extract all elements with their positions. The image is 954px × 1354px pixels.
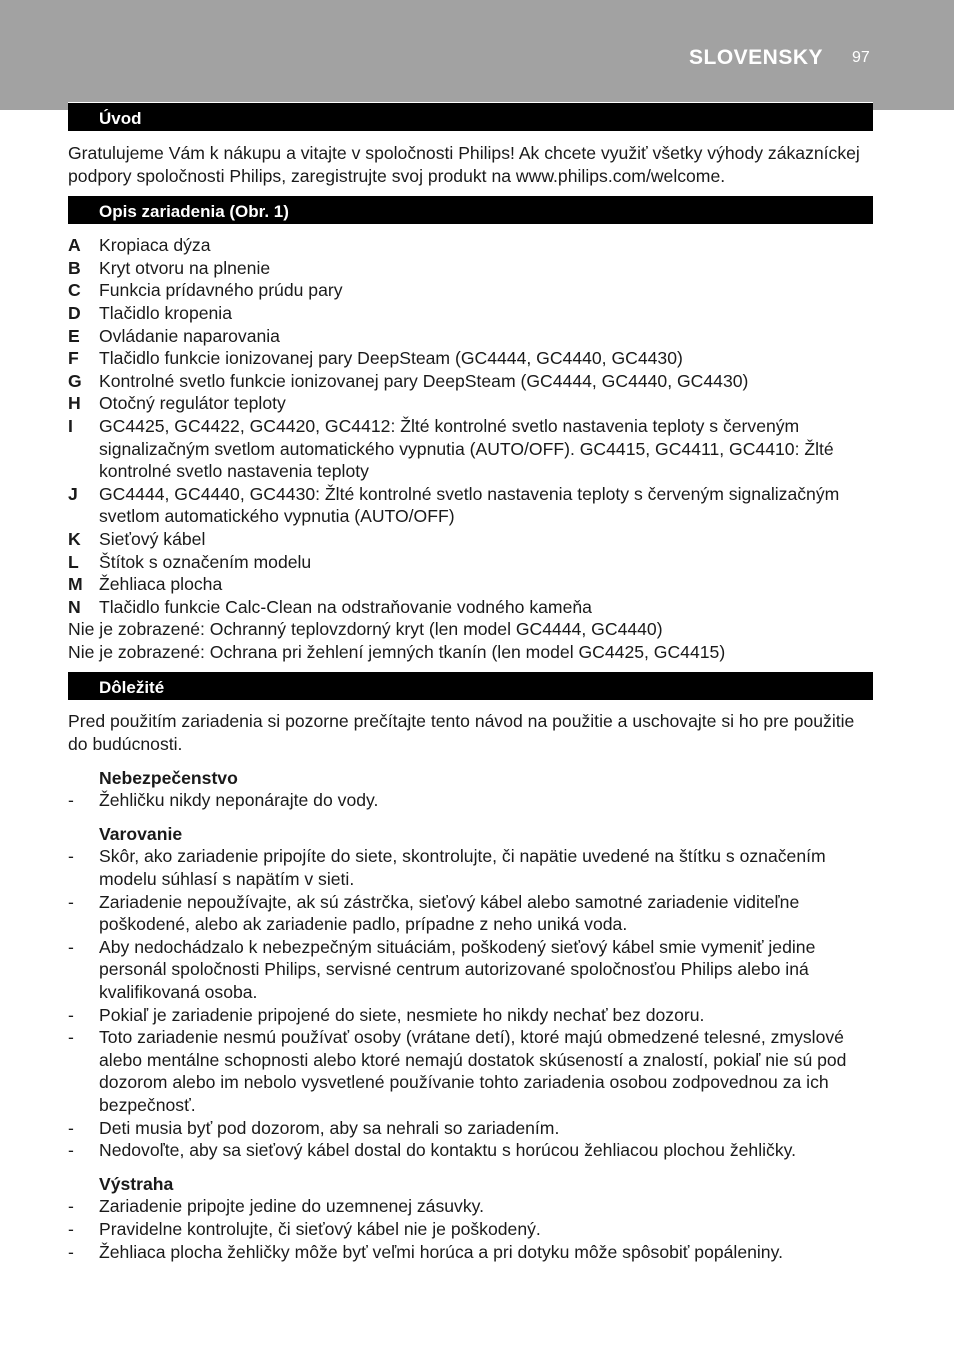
dash-mark: -: [68, 1004, 74, 1025]
part-letter: B: [68, 257, 81, 278]
part-text: Tlačidlo funkcie Calc-Clean na odstraňovanie vodného kameňa: [99, 596, 592, 617]
caution-text: Pravidelne kontrolujte, či sieťový kábel nie je poškodený.: [99, 1218, 541, 1239]
danger-heading: Nebezpečenstvo: [99, 767, 238, 788]
list-item: [68, 1241, 873, 1264]
part-letter: K: [68, 528, 81, 549]
warning-text: Nedovoľte, aby sa sieťový kábel dostal do kontaktu s horúcou žehliacou plochou žehličky.: [99, 1140, 796, 1161]
list-item: [68, 483, 873, 528]
dash-mark: -: [68, 1117, 74, 1138]
list-item: [68, 596, 873, 619]
part-letter: I: [68, 415, 73, 436]
warning-text: Aby nedochádzalo k nebezpečným situáciám, poškodený sieťový kábel smie vymeniť jedine personál spoločnosti Philips, servisné centrum autorizované spoločnosťou Philips alebo iná kvalifikovaná osoba.: [99, 936, 816, 1002]
dash-mark: -: [68, 891, 74, 912]
part-text: GC4425, GC4422, GC4420, GC4412: Žlté kontrolné svetlo nastavenia teploty s červeným signalizačným svetlom automatického vypnutia (AUTO/OFF). GC4415, GC4411, GC4410: Žlté kontrolné svetlo nastavenia teploty: [99, 415, 834, 482]
dash-mark: -: [68, 1218, 74, 1239]
parts-list: [68, 234, 873, 618]
not-shown-note-2: Nie je zobrazené: Ochrana pri žehlení jemných tkanín (len model GC4425, GC4415): [68, 641, 726, 662]
list-item: [68, 551, 873, 574]
list-item: [68, 415, 873, 483]
header-band: [0, 0, 954, 110]
part-letter: N: [68, 596, 81, 617]
part-letter: A: [68, 235, 81, 256]
part-letter: L: [68, 551, 79, 572]
list-item: [68, 325, 873, 348]
part-text: Kryt otvoru na plnenie: [99, 257, 271, 278]
part-text: Tlačidlo funkcie ionizovanej pary DeepSteam (GC4444, GC4440, GC4430): [99, 348, 683, 369]
list-item: [68, 234, 873, 257]
dash-mark: -: [68, 1196, 74, 1217]
part-text: Ovládanie naparovania: [99, 325, 280, 346]
dash-mark: -: [68, 1241, 74, 1262]
part-letter: J: [68, 483, 78, 504]
list-item: [68, 1004, 873, 1027]
part-letter: H: [68, 393, 81, 414]
dash-mark: -: [68, 1140, 74, 1161]
part-letter: G: [68, 370, 82, 391]
list-item: [68, 1026, 873, 1116]
part-text: GC4444, GC4440, GC4430: Žlté kontrolné svetlo nastavenia teploty s červeným signalizačným svetlom automatického vypnutia (AUTO/OFF): [99, 483, 840, 527]
section-heading-description: Opis zariadenia (Obr. 1): [68, 195, 873, 224]
warning-text: Skôr, ako zariadenie pripojíte do siete, skontrolujte, či napätie uvedené na štítku s označením modelu súhlasí s napätím v sieti.: [99, 846, 826, 890]
list-item: [68, 1195, 873, 1218]
part-text: Žehliaca plocha: [99, 574, 223, 595]
warning-heading: Varovanie: [99, 823, 183, 844]
warning-list: [68, 845, 873, 1161]
language-label: SLOVENSKY: [689, 46, 824, 69]
page-content: [68, 102, 873, 1263]
section-heading-important: Dôležité: [68, 671, 873, 700]
list-item: [68, 789, 873, 812]
part-text: Funkcia prídavného prúdu pary: [99, 280, 343, 301]
list-item: [68, 302, 873, 325]
caution-text: Žehliaca plocha žehličky môže byť veľmi horúca a pri dotyku môže spôsobiť popáleniny.: [99, 1241, 783, 1262]
part-letter: F: [68, 348, 79, 369]
intro-paragraph: Gratulujeme Vám k nákupu a vitajte v spoločnosti Philips! Ak chcete využiť všetky výhody zákazníckej podpory spoločnosti Philips, zaregistrujte svoj produkt na www.philips.com/welcome.: [68, 143, 860, 186]
part-text: Otočný regulátor teploty: [99, 393, 286, 414]
important-paragraph: Pred použitím zariadenia si pozorne prečítajte tento návod na použitie a uschovajte si ho pre použitie do budúcnosti.: [68, 711, 855, 755]
part-text: Sieťový kábel: [99, 528, 206, 549]
part-text: Tlačidlo kropenia: [99, 302, 233, 323]
danger-text: Žehličku nikdy neponárajte do vody.: [99, 790, 379, 811]
part-letter: E: [68, 325, 80, 346]
list-item: [68, 573, 873, 596]
list-item: [68, 370, 873, 393]
list-item: [68, 1218, 873, 1241]
list-item: [68, 1139, 873, 1162]
list-item: [68, 347, 873, 370]
list-item: [68, 528, 873, 551]
caution-text: Zariadenie pripojte jedine do uzemnenej zásuvky.: [99, 1196, 485, 1217]
dash-mark: -: [68, 846, 74, 867]
list-item: [68, 891, 873, 936]
part-letter: M: [68, 574, 83, 595]
dash-mark: -: [68, 936, 74, 957]
warning-text: Pokiaľ je zariadenie pripojené do siete, nesmiete ho nikdy nechať bez dozoru.: [99, 1004, 705, 1025]
section-heading-intro: Úvod: [68, 102, 873, 131]
warning-text: Deti musia byť pod dozorom, aby sa nehrali so zariadením.: [99, 1117, 560, 1138]
danger-list: [68, 789, 873, 812]
part-letter: D: [68, 302, 81, 323]
list-item: [68, 257, 873, 280]
warning-text: Toto zariadenie nesmú používať osoby (vrátane detí), ktoré majú obmedzené telesné, zmyslové alebo mentálne schopnosti alebo ktoré nemajú dostatok skúseností a znalostí, pokiaľ nie sú pod dozorom alebo im nebolo vysvetlené používanie tohto zariadenia osobou zodpovednou za ich bezpečnosť.: [99, 1027, 847, 1115]
part-text: Štítok s označením modelu: [99, 551, 312, 572]
not-shown-note-1: Nie je zobrazené: Ochranný teplovzdorný kryt (len model GC4444, GC4440): [68, 619, 663, 640]
page-number: 97: [852, 49, 870, 66]
part-text: Kontrolné svetlo funkcie ionizovanej pary DeepSteam (GC4444, GC4440, GC4430): [99, 370, 749, 391]
warning-text: Zariadenie nepoužívajte, ak sú zástrčka, sieťový kábel alebo samotné zariadenie viditeľne poškodené, alebo ak zariadenie padlo, prípadne z neho uniká voda.: [99, 891, 800, 935]
caution-heading: Výstraha: [99, 1173, 174, 1194]
caution-list: [68, 1195, 873, 1263]
dash-mark: -: [68, 1027, 74, 1048]
list-item: [68, 845, 873, 890]
part-text: Kropiaca dýza: [99, 235, 211, 256]
list-item: [68, 392, 873, 415]
part-letter: C: [68, 280, 81, 301]
list-item: [68, 279, 873, 302]
dash-mark: -: [68, 790, 74, 811]
list-item: [68, 1117, 873, 1140]
list-item: [68, 936, 873, 1004]
